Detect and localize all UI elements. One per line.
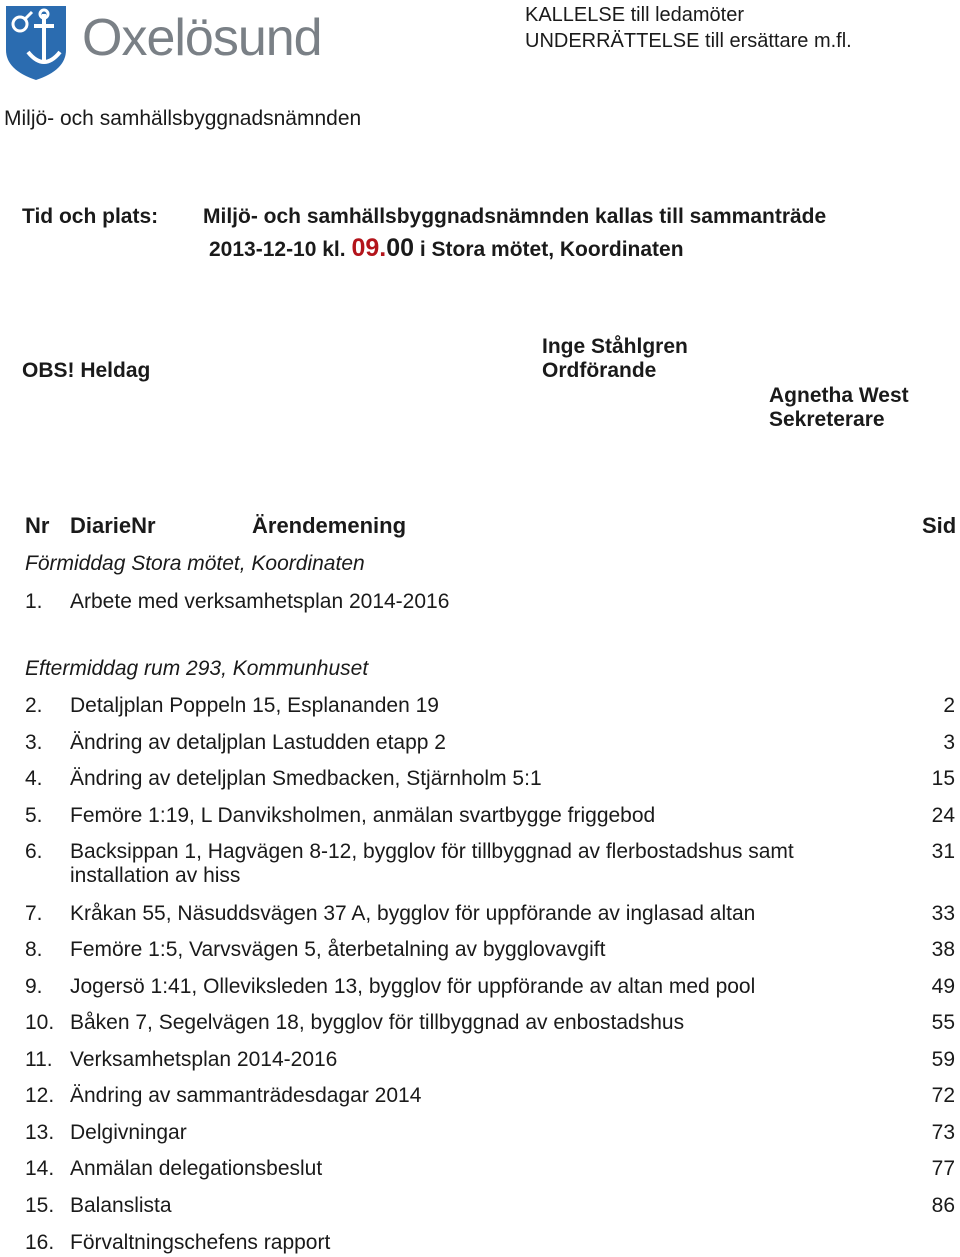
notice-line-2: UNDERRÄTTELSE till ersättare m.fl.: [525, 30, 852, 52]
agenda-item: [25, 1048, 955, 1074]
meeting-time-min: 00: [386, 234, 415, 262]
municipality-logo: [4, 4, 354, 82]
agenda-item-nr: 6.: [25, 840, 43, 863]
agenda-item-title: Ändring av deteljplan Smedbacken, Stjärnholm 5:1: [70, 767, 542, 790]
agenda-item-title: Delgivningar: [70, 1121, 187, 1144]
agenda-item-nr: 5.: [25, 804, 43, 827]
obs-note: OBS! Heldag: [22, 359, 151, 382]
agenda-item-title: Förvaltningschefens rapport: [70, 1231, 331, 1254]
agenda-item-page: 38: [931, 938, 955, 961]
agenda-item-nr: 4.: [25, 767, 43, 790]
agenda-item-title: Verksamhetsplan 2014-2016: [70, 1048, 338, 1071]
agenda-item: [25, 1121, 955, 1147]
agenda-item-page: 49: [931, 975, 955, 998]
agenda-item: [25, 938, 955, 964]
agenda-item: [25, 590, 955, 616]
agenda-item-nr: 3.: [25, 731, 43, 754]
agenda-item: [25, 902, 955, 928]
agenda-item-title: Ändring av sammanträdesdagar 2014: [70, 1084, 422, 1107]
agenda-item: [25, 1011, 955, 1037]
col-header-diarie: DiarieNr: [70, 513, 156, 538]
agenda-item: [25, 1157, 955, 1183]
agenda-item-page: 73: [931, 1121, 955, 1144]
meeting-line-2: [209, 234, 684, 263]
col-header-title: Ärendemening: [252, 513, 407, 538]
agenda-item-page: 59: [931, 1048, 955, 1071]
agenda-item: [25, 1231, 955, 1257]
col-header-page: Sid: [922, 513, 957, 538]
agenda-item-title: Anmälan delegationsbeslut: [70, 1157, 323, 1180]
agenda-item-title: Detaljplan Poppeln 15, Esplananden 19: [70, 694, 439, 717]
agenda-item: [25, 767, 955, 793]
agenda-item-page: 15: [931, 767, 955, 790]
agenda-item-page: 33: [931, 902, 955, 925]
notice-line-1: KALLELSE till ledamöter: [525, 4, 745, 26]
agenda-item-page: 2: [943, 694, 955, 717]
agenda-item-title: Kråkan 55, Näsuddsvägen 37 A, bygglov för uppförande av inglasad altan: [70, 902, 756, 925]
agenda-item-page: 86: [931, 1194, 955, 1217]
agenda-item-title: Arbete med verksamhetsplan 2014-2016: [70, 590, 450, 613]
agenda-item-nr: 11.: [25, 1048, 53, 1071]
meeting-line-1: Miljö- och samhällsbyggnadsnämnden kallas till sammanträde: [203, 205, 827, 228]
agenda-item-page: 72: [931, 1084, 955, 1107]
logo-wordmark: Oxelösund: [82, 9, 322, 67]
agenda-item-nr: 14.: [25, 1157, 55, 1180]
col-header-nr: Nr: [25, 513, 50, 538]
agenda-item: [25, 840, 955, 887]
agenda-item-title: Femöre 1:19, L Danviksholmen, anmälan svartbygge friggebod: [70, 804, 656, 827]
agenda-item-page: 77: [931, 1157, 955, 1180]
agenda-item-nr: 1.: [25, 590, 43, 613]
secretary-name: Agnetha West: [769, 384, 909, 407]
agenda-item-nr: 16.: [25, 1231, 55, 1254]
agenda-item-title: Backsippan 1, Hagvägen 8-12, bygglov för tillbyggnad av flerbostadshus samt installation av hiss: [70, 840, 794, 887]
agenda-item-page: 31: [931, 840, 955, 863]
agenda-item: [25, 975, 955, 1001]
committee-name: Miljö- och samhällsbyggnadsnämnden: [4, 107, 362, 130]
meeting-time-hour: 09.: [351, 234, 387, 262]
chair-name: Inge Ståhlgren: [542, 335, 688, 358]
agenda-item-nr: 9.: [25, 975, 43, 998]
agenda-item-page: 24: [931, 804, 955, 827]
agenda-item: [25, 1194, 955, 1220]
morning-heading: Förmiddag Stora mötet, Koordinaten: [25, 552, 365, 575]
agenda-item: [25, 694, 955, 720]
agenda-item: [25, 731, 955, 757]
chair-role: Ordförande: [542, 359, 657, 382]
agenda-item-title: Balanslista: [70, 1194, 172, 1217]
time-place-label: Tid och plats:: [22, 205, 159, 228]
agenda-item-title: Båken 7, Segelvägen 18, bygglov för tillbyggnad av enbostadshus: [70, 1011, 685, 1034]
agenda-item-nr: 8.: [25, 938, 43, 961]
agenda-item-title: Femöre 1:5, Varvsvägen 5, återbetalning av bygglovavgift: [70, 938, 606, 961]
agenda-item-nr: 10.: [25, 1011, 55, 1034]
agenda-item: [25, 1084, 955, 1110]
agenda-item-nr: 12.: [25, 1084, 55, 1107]
agenda-item-title: Ändring av detaljplan Lastudden etapp 2: [70, 731, 446, 754]
agenda-item: [25, 804, 955, 830]
agenda-item-nr: 2.: [25, 694, 43, 717]
meeting-date: 2013-12-10 kl.: [209, 238, 352, 261]
coat-of-arms-icon: [4, 4, 68, 82]
agenda-item-page: 55: [931, 1011, 955, 1034]
agenda-item-page: 3: [943, 731, 955, 754]
meeting-place: i Stora mötet, Koordinaten: [414, 238, 684, 261]
agenda-item-nr: 7.: [25, 902, 43, 925]
agenda-item-nr: 13.: [25, 1121, 55, 1144]
afternoon-heading: Eftermiddag rum 293, Kommunhuset: [25, 657, 369, 680]
agenda-item-nr: 15.: [25, 1194, 55, 1217]
agenda-item-title: Jogersö 1:41, Olleviksleden 13, bygglov för uppförande av altan med pool: [70, 975, 756, 998]
secretary-role: Sekreterare: [769, 408, 885, 431]
